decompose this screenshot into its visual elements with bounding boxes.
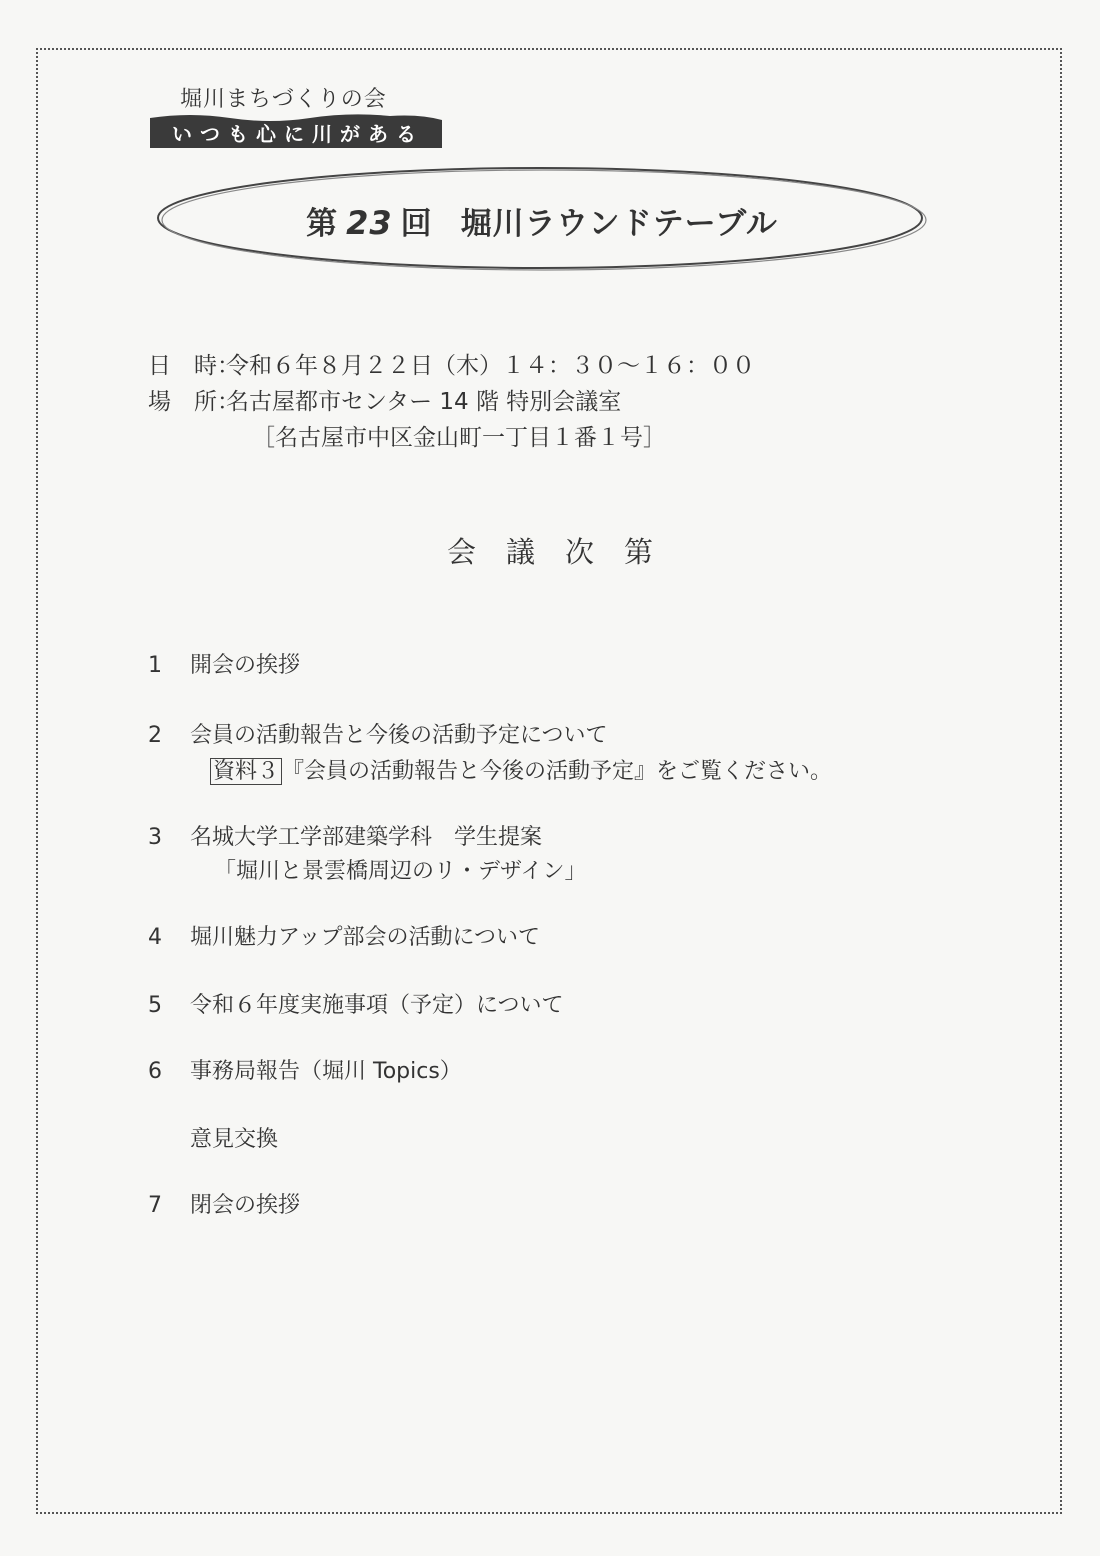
agenda-item	[148, 1054, 462, 1085]
agenda-item-text: 令和６年度実施事項（予定）について	[190, 993, 564, 1018]
organization-logo	[150, 80, 450, 150]
date-label: 日 時：	[148, 353, 240, 379]
agenda-item-text: 堀川魅力アップ部会の活動について	[190, 925, 541, 950]
agenda-item-text: 事務局報告（堀川 Topics）	[190, 1059, 462, 1084]
agenda-item	[148, 1122, 278, 1153]
agenda-item	[148, 820, 542, 851]
date-value: 令和６年８月２２日（木）１４：３０～１６：００	[226, 353, 755, 379]
title-name: 堀川ラウンドテーブル	[460, 206, 778, 242]
agenda-item	[148, 648, 300, 679]
agenda-item	[148, 920, 540, 951]
agenda-item	[148, 1188, 300, 1219]
agenda-item-text: 閉会の挨拶	[190, 1193, 301, 1218]
title-number: 23	[346, 204, 393, 242]
agenda-item-number: 2	[148, 723, 162, 748]
agenda-item	[148, 988, 564, 1019]
place-label: 場 所：	[148, 389, 240, 415]
title-prefix: 第	[306, 206, 339, 242]
proposal-subtitle: 「堀川と景雲橋周辺のリ・デザイン」	[214, 859, 587, 884]
logo-slogan: いつも心に川がある	[172, 122, 424, 146]
place-value: 名古屋都市センター 14 階 特別会議室	[226, 389, 622, 415]
agenda-item	[148, 718, 608, 749]
agenda-item-number: 5	[148, 993, 162, 1018]
agenda-item-number: 6	[148, 1059, 162, 1084]
date-row	[148, 348, 755, 384]
meeting-title-banner	[154, 164, 930, 274]
agenda-heading: 会議次第	[446, 535, 683, 569]
agenda-item-number: 3	[148, 825, 162, 850]
place-row	[148, 384, 755, 420]
agenda-item-number: 7	[148, 1193, 162, 1218]
address: ［名古屋市中区金山町一丁目１番１号］	[252, 425, 666, 451]
logo-org-name: 堀川まちづくりの会	[180, 87, 387, 112]
title-suffix: 回	[400, 206, 433, 242]
agenda-item-text: 開会の挨拶	[190, 653, 301, 678]
meeting-info	[148, 348, 755, 456]
agenda-item-text: 会員の活動報告と今後の活動予定について	[190, 723, 608, 748]
material-reference	[210, 754, 832, 785]
material-text: 『会員の活動報告と今後の活動予定』をご覧ください。	[282, 759, 833, 784]
agenda-item-text: 意見交換	[190, 1127, 279, 1152]
material-label: 資料３	[210, 758, 282, 785]
agenda-item-number: 4	[148, 925, 162, 950]
agenda-item-text: 名城大学工学部建築学科 学生提案	[190, 825, 543, 850]
agenda-item-number: 1	[148, 653, 162, 678]
meeting-title	[154, 198, 930, 243]
